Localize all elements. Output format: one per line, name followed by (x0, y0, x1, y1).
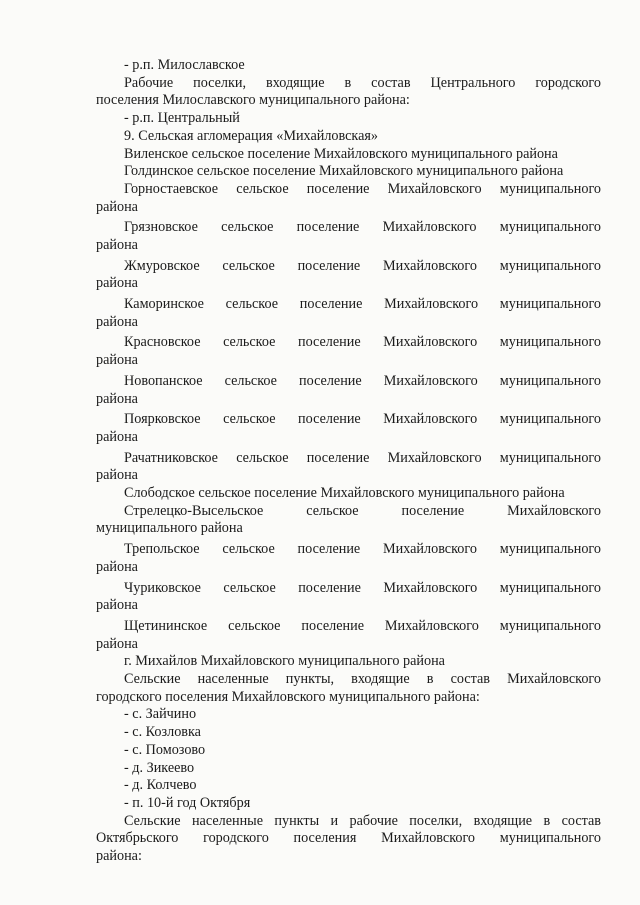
paragraph-line: Сельские населенные пункты и рабочие поселки, входящие в состав (124, 812, 601, 829)
settlement-entry: Горностаевское сельское поселение Михайловского муниципального (124, 180, 601, 197)
settlement-entry: Жмуровское сельское поселение Михайловского муниципального (124, 257, 601, 274)
settlement-entry: Поярковское сельское поселение Михайловского муниципального (124, 411, 601, 428)
list-item: - п. 10-й год Октября (124, 794, 251, 811)
list-item: - р.п. Центральный (124, 110, 240, 127)
list-item: - с. Помозово (124, 741, 206, 758)
settlement-entry-cont: района (96, 558, 138, 575)
list-item: - с. Зайчино (124, 706, 197, 723)
settlement-entry-cont: района (96, 236, 138, 253)
settlement-entry: Стрелецко-Высельское сельское поселение Михайловского (124, 502, 601, 519)
settlement-entry: Рачатниковское сельское поселение Михайловского муниципального (124, 449, 601, 466)
paragraph-line: городского поселения Михайловского муниципального района: (96, 688, 480, 705)
settlement-entry: Новопанское сельское поселение Михайловского муниципального (124, 372, 601, 389)
settlement-entry: Щетининское сельское поселение Михайловского муниципального (124, 617, 601, 634)
settlement-entry: Слободское сельское поселение Михайловского муниципального района (124, 485, 565, 502)
settlement-entry: г. Михайлов Михайловского муниципального района (124, 653, 445, 670)
list-item: - д. Зикеево (124, 759, 195, 776)
settlement-entry-cont: района (96, 467, 138, 484)
settlement-entry: Трепольское сельское поселение Михайловского муниципального (124, 541, 601, 558)
paragraph-line: Рабочие поселки, входящие в состав Центрального городского (124, 74, 601, 91)
settlement-entry-cont: муниципального района (96, 520, 243, 537)
list-item: - д. Колчево (124, 777, 197, 794)
paragraph-line: района: (96, 847, 142, 864)
settlement-entry-cont: района (96, 198, 138, 215)
settlement-entry: Грязновское сельское поселение Михайловского муниципального (124, 219, 601, 236)
settlement-entry-cont: района (96, 275, 138, 292)
settlement-entry-cont: района (96, 390, 138, 407)
settlement-entry-cont: района (96, 352, 138, 369)
paragraph-line: поселения Милославского муниципального района: (96, 92, 410, 109)
settlement-entry-cont: района (96, 313, 138, 330)
settlement-entry: Виленское сельское поселение Михайловского муниципального района (124, 145, 558, 162)
settlement-entry-cont: района (96, 635, 138, 652)
settlement-entry: Камоpинское сельское поселение Михайловского муниципального (124, 296, 601, 313)
settlement-entry: Красновское сельское поселение Михайловского муниципального (124, 334, 601, 351)
paragraph-line: Октябрьского городского поселения Михайловского муниципального (96, 830, 601, 847)
section-heading: 9. Сельская агломерация «Михайловская» (124, 127, 379, 144)
settlement-entry: Голдинское сельское поселение Михайловского муниципального района (124, 163, 564, 180)
settlement-entry: Чуриковское сельское поселение Михайловского муниципального (124, 579, 601, 596)
settlement-entry-cont: района (96, 597, 138, 614)
document-body (96, 57, 601, 866)
list-item: - с. Козловка (124, 724, 201, 741)
paragraph-line: Сельские населенные пункты, входящие в состав Михайловского (124, 671, 601, 687)
list-item: - р.п. Милославское (124, 57, 245, 73)
settlement-entry-cont: района (96, 428, 138, 445)
